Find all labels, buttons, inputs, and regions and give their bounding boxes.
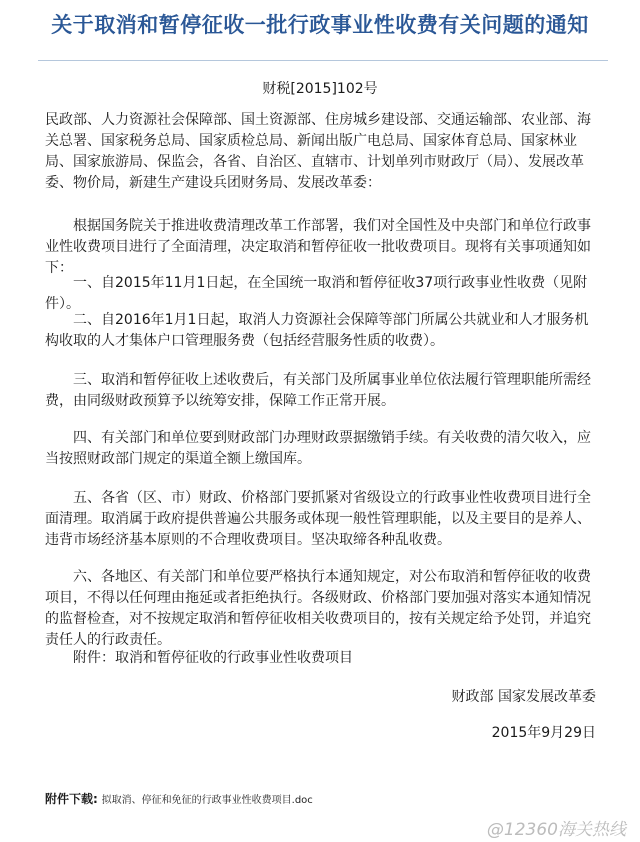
item-paragraph-4: 四、有关部门和单位要到财政部门办理财政票据缴销手续。有关收费的清欠收入，应当按照财政部门规定的渠道全额上缴国库。 [45, 430, 591, 467]
recipients-paragraph: 民政部、人力资源社会保障部、国土资源部、住房城乡建设部、交通运输部、农业部、海关总署、国家税务总局、国家质检总局、新闻出版广电总局、国家体育总局、国家林业局、国家旅游局、保监会，各省、自治区、直辖市、计划单列市财政厅（局）、发展改革委、物价局，新建生产建设兵团财务局、发展改革委： [45, 112, 591, 191]
watermark: @12360海关热线 [486, 820, 626, 840]
item-paragraph-5: 五、各省（区、市）财政、价格部门要抓紧对省级设立的行政事业性收费项目进行全面清理。取消属于政府提供普遍公共服务或体现一般性管理职能，以及主要目的是养人、违背市场经济基本原则的不合理收费项目。坚决取缔各种乱收费。 [45, 490, 591, 548]
download-row [45, 790, 313, 807]
intro-paragraph: 根据国务院关于推进收费清理改革工作部署，我们对全国性及中央部门和单位行政事业性收费项目进行了全面清理，决定取消和暂停征收一批收费项目。现将有关事项通知如下： [45, 218, 591, 276]
issue-date: 2015年9月29日 [491, 725, 596, 741]
download-label: 附件下载: [45, 792, 98, 806]
item-paragraph-3: 三、取消和暂停征收上述收费后，有关部门及所属事业单位依法履行管理职能所需经费，由同级财政预算予以统筹安排，保障工作正常开展。 [45, 372, 591, 409]
title-divider [38, 60, 608, 61]
document-title: 关于取消和暂停征收一批行政事业性收费有关问题的通知 [51, 13, 589, 37]
item-paragraph-1: 一、自2015年11月1日起，在全国统一取消和暂停征收37项行政事业性收费（见附件）。 [45, 275, 588, 312]
download-link[interactable]: 拟取消、停征和免征的行政事业性收费项目.doc [101, 795, 313, 806]
item-paragraph-6: 六、各地区、有关部门和单位要严格执行本通知规定，对公布取消和暂停征收的收费项目，不得以任何理由拖延或者拒绝执行。各级财政、价格部门要加强对落实本通知情况的监督检查，对不按规定取消和暂停征收相关收费项目的，按有关规定给予处罚，并追究责任人的行政责任。 [45, 569, 591, 648]
signer: 财政部 国家发展改革委 [451, 689, 596, 705]
document-number: 财税[2015]102号 [262, 81, 378, 97]
attachment-note: 附件：取消和暂停征收的行政事业性收费项目 [73, 650, 353, 666]
item-paragraph-2: 二、自2016年1月1日起，取消人力资源社会保障等部门所属公共就业和人才服务机构收取的人才集体户口管理服务费（包括经营服务性质的收费）。 [45, 312, 589, 349]
